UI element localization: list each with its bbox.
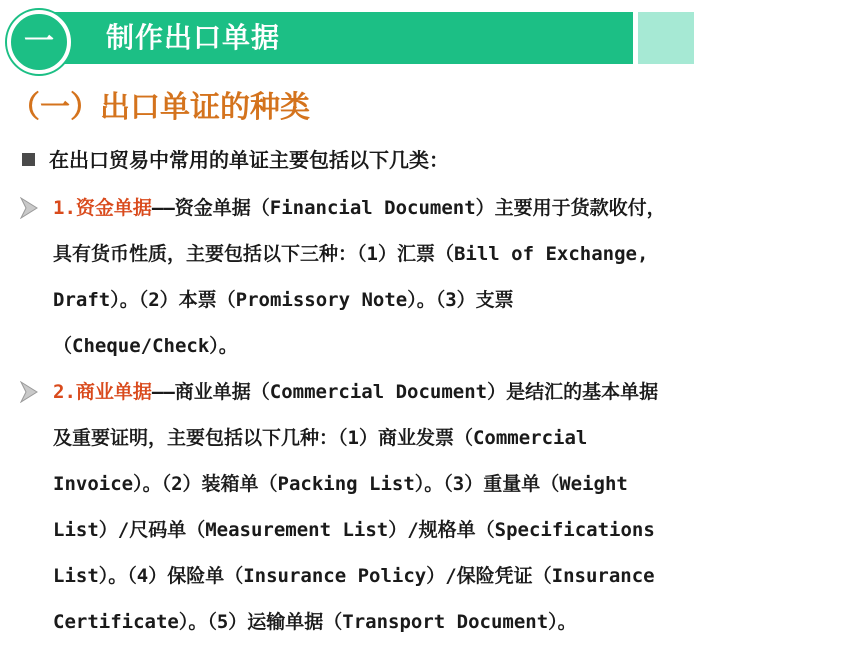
header-accent-block — [638, 12, 694, 64]
list-item-line: List）。（4）保险单（Insurance Policy）/保险凭证（Insurance — [53, 565, 655, 587]
list-item-text: ——资金单据（Financial Document）主要用于货款收付， — [151, 197, 666, 219]
page-title: 制作出口单据 — [106, 21, 281, 54]
list-item-lead: 1.资金单据 — [53, 197, 152, 219]
arrow-bullet-icon — [20, 381, 38, 403]
intro-line — [22, 146, 449, 174]
intro-text: 在出口贸易中常用的单证主要包括以下几类： — [49, 148, 449, 172]
square-bullet-icon — [22, 153, 35, 166]
list-item-commercial-documents — [53, 369, 853, 645]
list-item-line: 具有货币性质，主要包括以下三种：（1）汇票（Bill of Exchange, — [53, 243, 649, 265]
header-badge-label: 一 — [24, 24, 54, 59]
section-heading: （一）出口单证的种类 — [10, 90, 310, 125]
list-item-line: List）/尺码单（Measurement List）/规格单（Specifications — [53, 519, 655, 541]
list-item-line — [53, 185, 853, 231]
list-item-line — [53, 369, 853, 415]
list-item-text: ——商业单据（Commercial Document）是结汇的基本单据 — [151, 381, 659, 403]
list-item-line: （Cheque/Check）。 — [53, 335, 238, 357]
header-badge — [7, 10, 71, 74]
list-item-line: Invoice）。（2）装箱单（Packing List）。（3）重量单（Weight — [53, 473, 628, 495]
list-item-financial-documents — [53, 185, 853, 369]
arrow-bullet-icon — [20, 197, 38, 219]
list-item-lead: 2.商业单据 — [53, 381, 152, 403]
list-item-line: Certificate）。（5）运输单据（Transport Document）。 — [53, 611, 577, 633]
list-item-line: Draft）。（2）本票（Promissory Note）。（3）支票 — [53, 289, 514, 311]
list-item-line: 及重要证明，主要包括以下几种：（1）商业发票（Commercial — [53, 427, 588, 449]
